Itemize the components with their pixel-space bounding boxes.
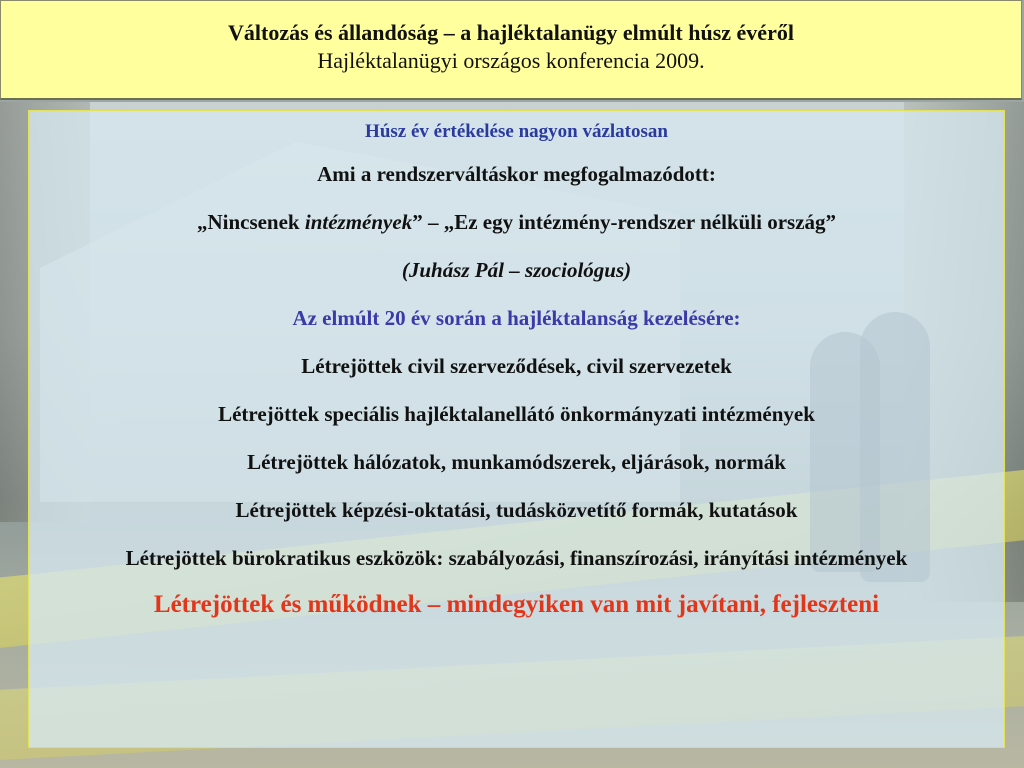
list-item: Létrejöttek hálózatok, munkamódszerek, eljárások, normák xyxy=(247,450,786,474)
slide-header xyxy=(0,0,1022,100)
sub-heading: Az elmúlt 20 év során a hajléktalanság kezelésére: xyxy=(292,306,741,330)
quote-attribution: (Juhász Pál – szociológus) xyxy=(401,258,632,282)
quote-part-1: „Nincsenek xyxy=(196,210,305,234)
list-item: Létrejöttek civil szerveződések, civil szervezetek xyxy=(301,354,732,378)
section-heading: Húsz év értékelése nagyon vázlatosan xyxy=(365,121,668,142)
slide-title: Változás és állandóság – a hajléktalanügy elmúlt húsz évéről xyxy=(228,20,794,45)
quote-italic-word: intézmények xyxy=(304,210,413,234)
content-panel xyxy=(28,110,1005,748)
quote-part-2: ” – „Ez egy intézmény-rendszer nélküli ország” xyxy=(412,210,837,234)
list-item: Létrejöttek képzési-oktatási, tudásközvetítő formák, kutatások xyxy=(235,498,798,522)
quote-line xyxy=(59,209,974,236)
slide-subtitle: Hajléktalanügyi országos konferencia 2009. xyxy=(317,48,705,73)
list-item: Létrejöttek bürokratikus eszközök: szabályozási, finanszírozási, irányítási intézmények xyxy=(125,546,908,570)
list-item: Létrejöttek speciális hajléktalanellátó önkormányzati intézmények xyxy=(218,402,815,426)
intro-line: Ami a rendszerváltáskor megfogalmazódott: xyxy=(317,162,716,186)
conclusion-line: Létrejöttek és működnek – mindegyiken van mit javítani, fejleszteni xyxy=(153,591,880,618)
